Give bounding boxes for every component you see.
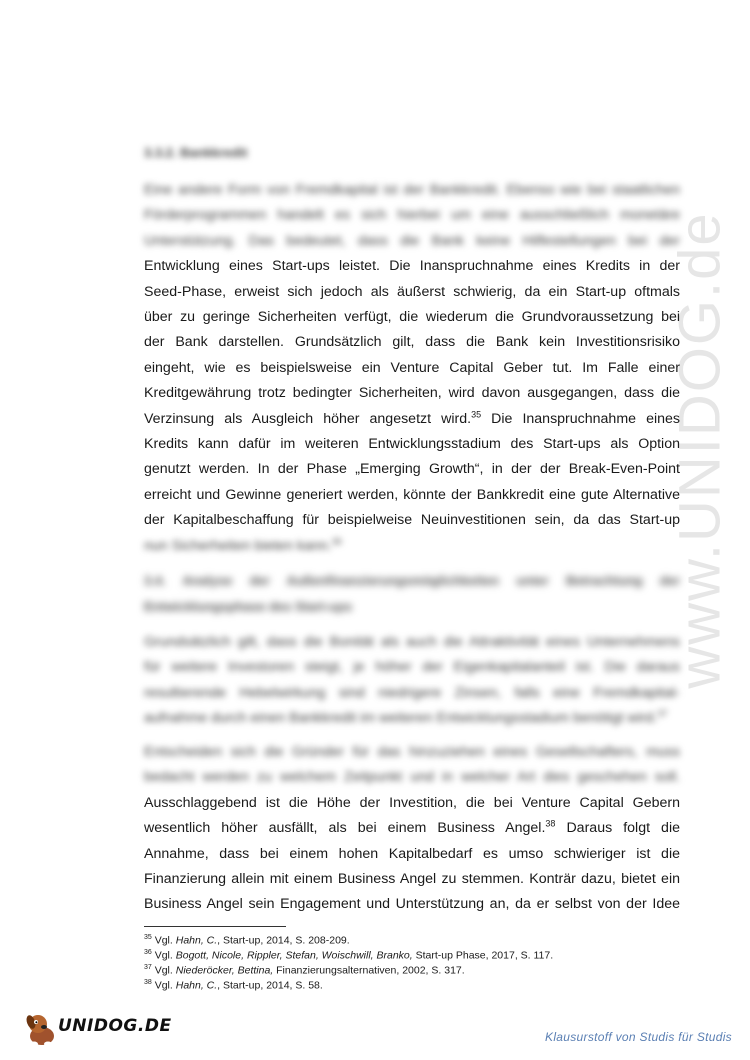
blurred-line: Grundsätzlich gilt, dass die Bonität als auch die Attraktivität eines Unternehmens (144, 634, 680, 650)
footnote (144, 947, 684, 962)
footnote-rest: , Start-up, 2014, S. 208-209. (217, 934, 350, 947)
footnote-prefix: Vgl. (154, 979, 176, 992)
text-segment: nun Sicherheiten bieten kann. (144, 537, 332, 554)
logo-text: UNIDOG.DE (58, 1016, 172, 1036)
text-line-with-footnote (144, 407, 680, 432)
blurred-line: Förderprogrammen handelt es sich hierbei um eine ausschließlich monetäre (144, 207, 680, 224)
text-line: Finanzierung allein mit einem Business Angel zu stemmen. Konträr dazu, bietet ein (144, 871, 680, 888)
footnote-ref: 36 (331, 535, 342, 546)
text-line: Entwicklung eines Start-ups leistet. Die Inanspruchnahme eines Kredits in der (144, 258, 680, 275)
text-line: Annahme, dass bei einem hohen Kapitalbedarf es umso schwieriger ist die (144, 845, 680, 862)
footnotes (144, 932, 684, 992)
watermark: www.UNIDOG.de (667, 211, 733, 689)
text-segment: Daraus folgt die (555, 820, 680, 837)
text-line: der Kapitalbeschaffung für beispielweise Neuinvestitionen sein, da das Start-up (144, 512, 680, 529)
blurred-line: Eine andere Form von Fremdkapital ist der Bankkredit. Ebenso wie bei staatlichen (144, 182, 680, 198)
text-line: Ausschlaggebend ist die Höhe der Investition, die bei Venture Capital Gebern (144, 794, 680, 811)
text-line: genutzt werden. In der Phase „Emerging Growth“, in der der Break-Even-Point (144, 461, 680, 478)
footnote-separator (144, 926, 286, 927)
footnote-rest: Finanzierungsalternativen, 2002, S. 317. (273, 964, 465, 977)
footnote (144, 932, 684, 947)
footnote (144, 962, 684, 977)
paragraph-analyse-1 (144, 630, 680, 732)
paragraph-analyse-2 (144, 740, 680, 918)
text-line: der Bank darstellen. Grundsätzlich gilt, dass die Bank kein Investitionsrisiko (144, 334, 680, 351)
footnote-author: Hahn, C. (175, 979, 218, 992)
footnote-rest: , Start-up, 2014, S. 58. (217, 979, 323, 992)
footer-slogan: Klausurstoff von Studis für Studis (545, 1030, 732, 1044)
text-line: über zu geringe Sicherheiten verfügt, die wiederum die Grundvoraussetzung bei (144, 309, 680, 326)
footnote-ref: 38 (545, 818, 556, 829)
footnote-ref: 37 (657, 708, 668, 719)
footnote-number: 35 (144, 934, 152, 941)
text-segment: wesentlich höher ausfällt, als bei einem Business Angel. (144, 820, 546, 837)
footnote (144, 977, 684, 992)
text-segment: Verzinsung als Ausgleich höher angesetzt wird. (144, 410, 472, 427)
heading-line: 3.4. Analyse der Außenfinanzierungsmöglichkeiten unter Betrachtung der (144, 573, 680, 588)
blurred-line: bedacht werden zu welchem Zeitpunkt und in welcher Art dies geschehen soll. (144, 769, 680, 786)
paragraph-bankkredit (144, 178, 680, 559)
blurred-line: Unterstützung. Das bedeutet, dass die Bank keine Hilfestellungen bei der (144, 232, 680, 249)
heading-line: Entwicklungsphase des Start-ups (144, 599, 353, 614)
footnote-ref: 35 (471, 408, 482, 419)
text-line: Kreditgewährung trotz bedingter Sicherheiten, wird davon ausgegangen, dass die (144, 385, 680, 402)
blurred-line (144, 706, 680, 731)
text-line: Kredits kann dafür im weiteren Entwicklungsstadium des Start-ups als Option (144, 436, 680, 453)
footnote-prefix: Vgl. (154, 949, 176, 962)
footnote-author: Bogott, Nicole, Rippler, Stefan, Woischwill, Branko, (175, 949, 413, 962)
text-line: eingeht, wie es beispielsweise ein Venture Capital Geber tut. Im Falle einer (144, 359, 680, 376)
text-segment: Die Inanspruchnahme eines (481, 410, 680, 427)
footnote-author: Niederöcker, Bettina, (175, 964, 274, 977)
footnote-number: 38 (144, 979, 152, 986)
footnote-prefix: Vgl. (154, 934, 176, 947)
blurred-line: Entscheiden sich die Gründer für das hinzuziehen eines Gesellschafters, muss (144, 744, 680, 760)
blurred-line: für weitere Investoren steigt, je höher der Eigenkapitalanteil ist. Die daraus (144, 659, 680, 676)
section-heading-analyse (144, 568, 680, 620)
text-line: Seed-Phase, erweist sich jedoch als äußerst schwierig, da ein Start-up oftmals (144, 283, 680, 300)
footnote-number: 37 (144, 964, 152, 971)
text-line-with-footnote (144, 816, 680, 841)
unidog-logo[interactable] (24, 1010, 172, 1054)
blurred-line: resultierende Hebelwirkung sind niedrigere Zinsen, falls eine Fremdkapital- (144, 684, 680, 701)
blurred-line (144, 534, 680, 559)
text-line: Business Angel sein Engagement und Unterstützung an, da er selbst von der Idee (144, 896, 680, 913)
text-line: erreicht und Gewinne generiert werden, könnte der Bankkredit eine gute Alternative (144, 486, 680, 503)
footnote-rest: Start-up Phase, 2017, S. 117. (412, 949, 554, 962)
section-heading-bankkredit: 3.3.2. Bankkredit (144, 145, 248, 160)
text-segment: aufnahme durch einen Bankkredit im weiteren Entwicklungsstadium benötigt wird. (144, 710, 658, 727)
footnote-number: 36 (144, 949, 152, 956)
footnote-prefix: Vgl. (154, 964, 176, 977)
footnote-author: Hahn, C. (175, 934, 218, 947)
